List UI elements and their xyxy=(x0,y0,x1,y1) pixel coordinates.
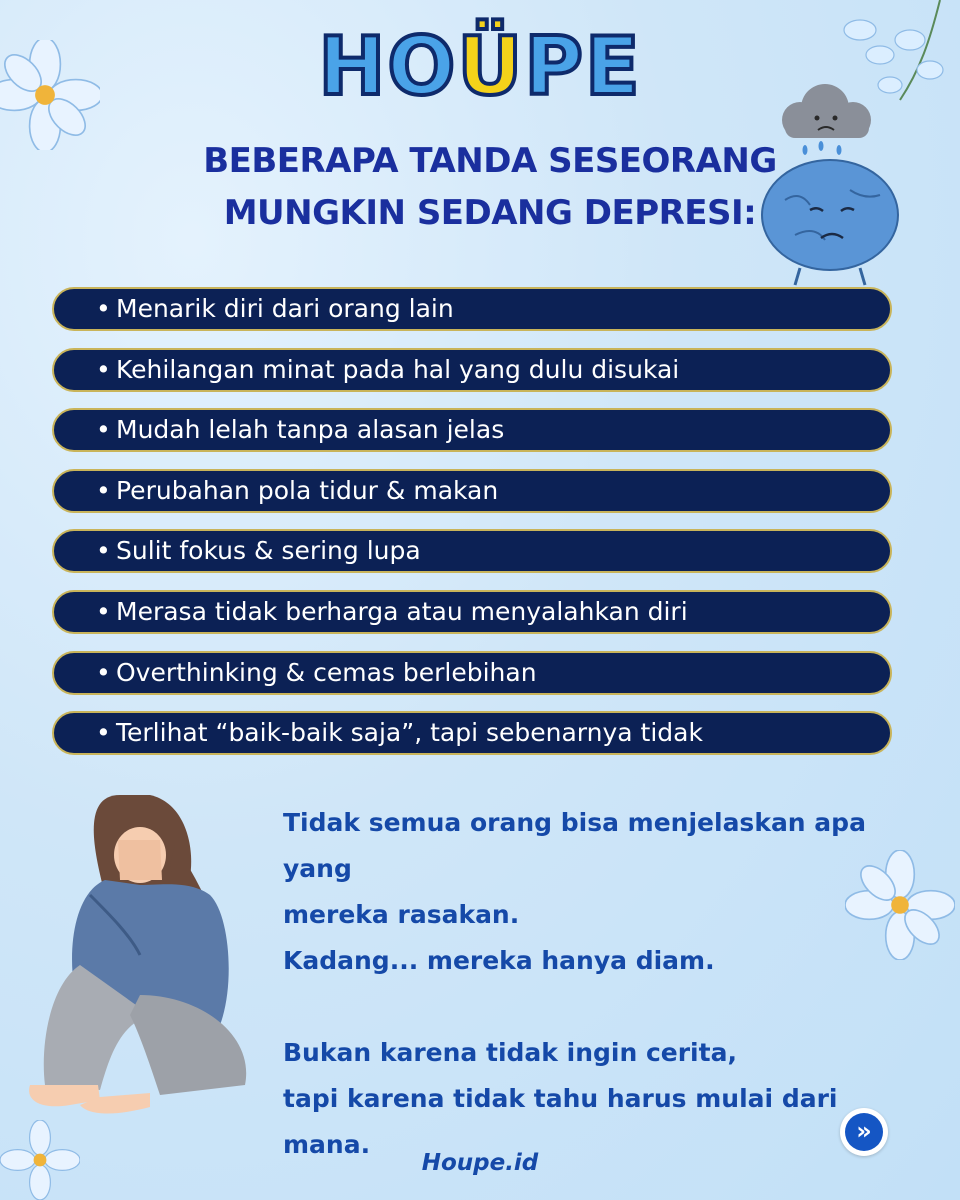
logo-text-u: Ü xyxy=(457,20,525,113)
sign-item-5 xyxy=(52,529,892,573)
bullet-icon: • xyxy=(96,294,111,323)
double-chevron-right-icon: » xyxy=(845,1113,883,1151)
footer-website: Houpe.id xyxy=(421,1150,539,1176)
bullet-icon: • xyxy=(96,718,111,748)
sign-item-8 xyxy=(52,711,892,755)
sign-item-3 xyxy=(52,408,892,452)
message-line-2: mereka rasakan. xyxy=(283,900,520,929)
bullet-icon: • xyxy=(96,596,111,626)
page-title xyxy=(180,135,800,239)
sign-text: Terlihat “baik-baik saja”, tapi sebenarnya tidak xyxy=(116,718,703,748)
sign-item-2 xyxy=(52,348,892,392)
message-line-3: Kadang... mereka hanya diam. xyxy=(283,946,715,975)
message-line-5: tapi karena tidak tahu harus mulai dari mana. xyxy=(283,1084,838,1159)
bullet-icon: • xyxy=(96,415,111,445)
sign-item-1 xyxy=(52,287,892,331)
sign-item-7 xyxy=(52,651,892,695)
houpe-logo xyxy=(0,22,960,112)
sign-text: Mudah lelah tanpa alasan jelas xyxy=(116,415,505,445)
message-line-4: Bukan karena tidak ingin cerita, xyxy=(283,1038,737,1067)
bullet-icon: • xyxy=(96,475,111,505)
message-line-1: Tidak semua orang bisa menjelaskan apa yang xyxy=(283,808,866,883)
sign-text: Kehilangan minat pada hal yang dulu disukai xyxy=(116,354,680,384)
bullet-icon: • xyxy=(96,354,111,384)
sign-text: Overthinking & cemas berlebihan xyxy=(116,657,537,687)
next-slide-button[interactable] xyxy=(840,1108,888,1156)
depression-signs-list xyxy=(52,287,892,772)
title-line-1: BEBERAPA TANDA SESEORANG xyxy=(203,141,777,181)
bullet-icon: • xyxy=(96,536,111,566)
logo-text-part1: HO xyxy=(318,20,458,113)
sign-item-4 xyxy=(52,469,892,513)
logo-text-part2: PE xyxy=(524,20,642,113)
sign-text: Menarik diri dari orang lain xyxy=(116,294,454,323)
closing-message xyxy=(283,800,923,1168)
sign-text: Merasa tidak berharga atau menyalahkan diri xyxy=(116,596,688,626)
sign-text: Perubahan pola tidur & makan xyxy=(116,475,499,505)
flower-decoration-right xyxy=(845,850,955,960)
sign-item-6 xyxy=(52,590,892,634)
title-line-2: MUNGKIN SEDANG DEPRESI: xyxy=(223,193,757,233)
sad-woman-illustration xyxy=(10,785,270,1125)
sign-text: Sulit fokus & sering lupa xyxy=(116,536,421,566)
bullet-icon: • xyxy=(96,657,111,687)
